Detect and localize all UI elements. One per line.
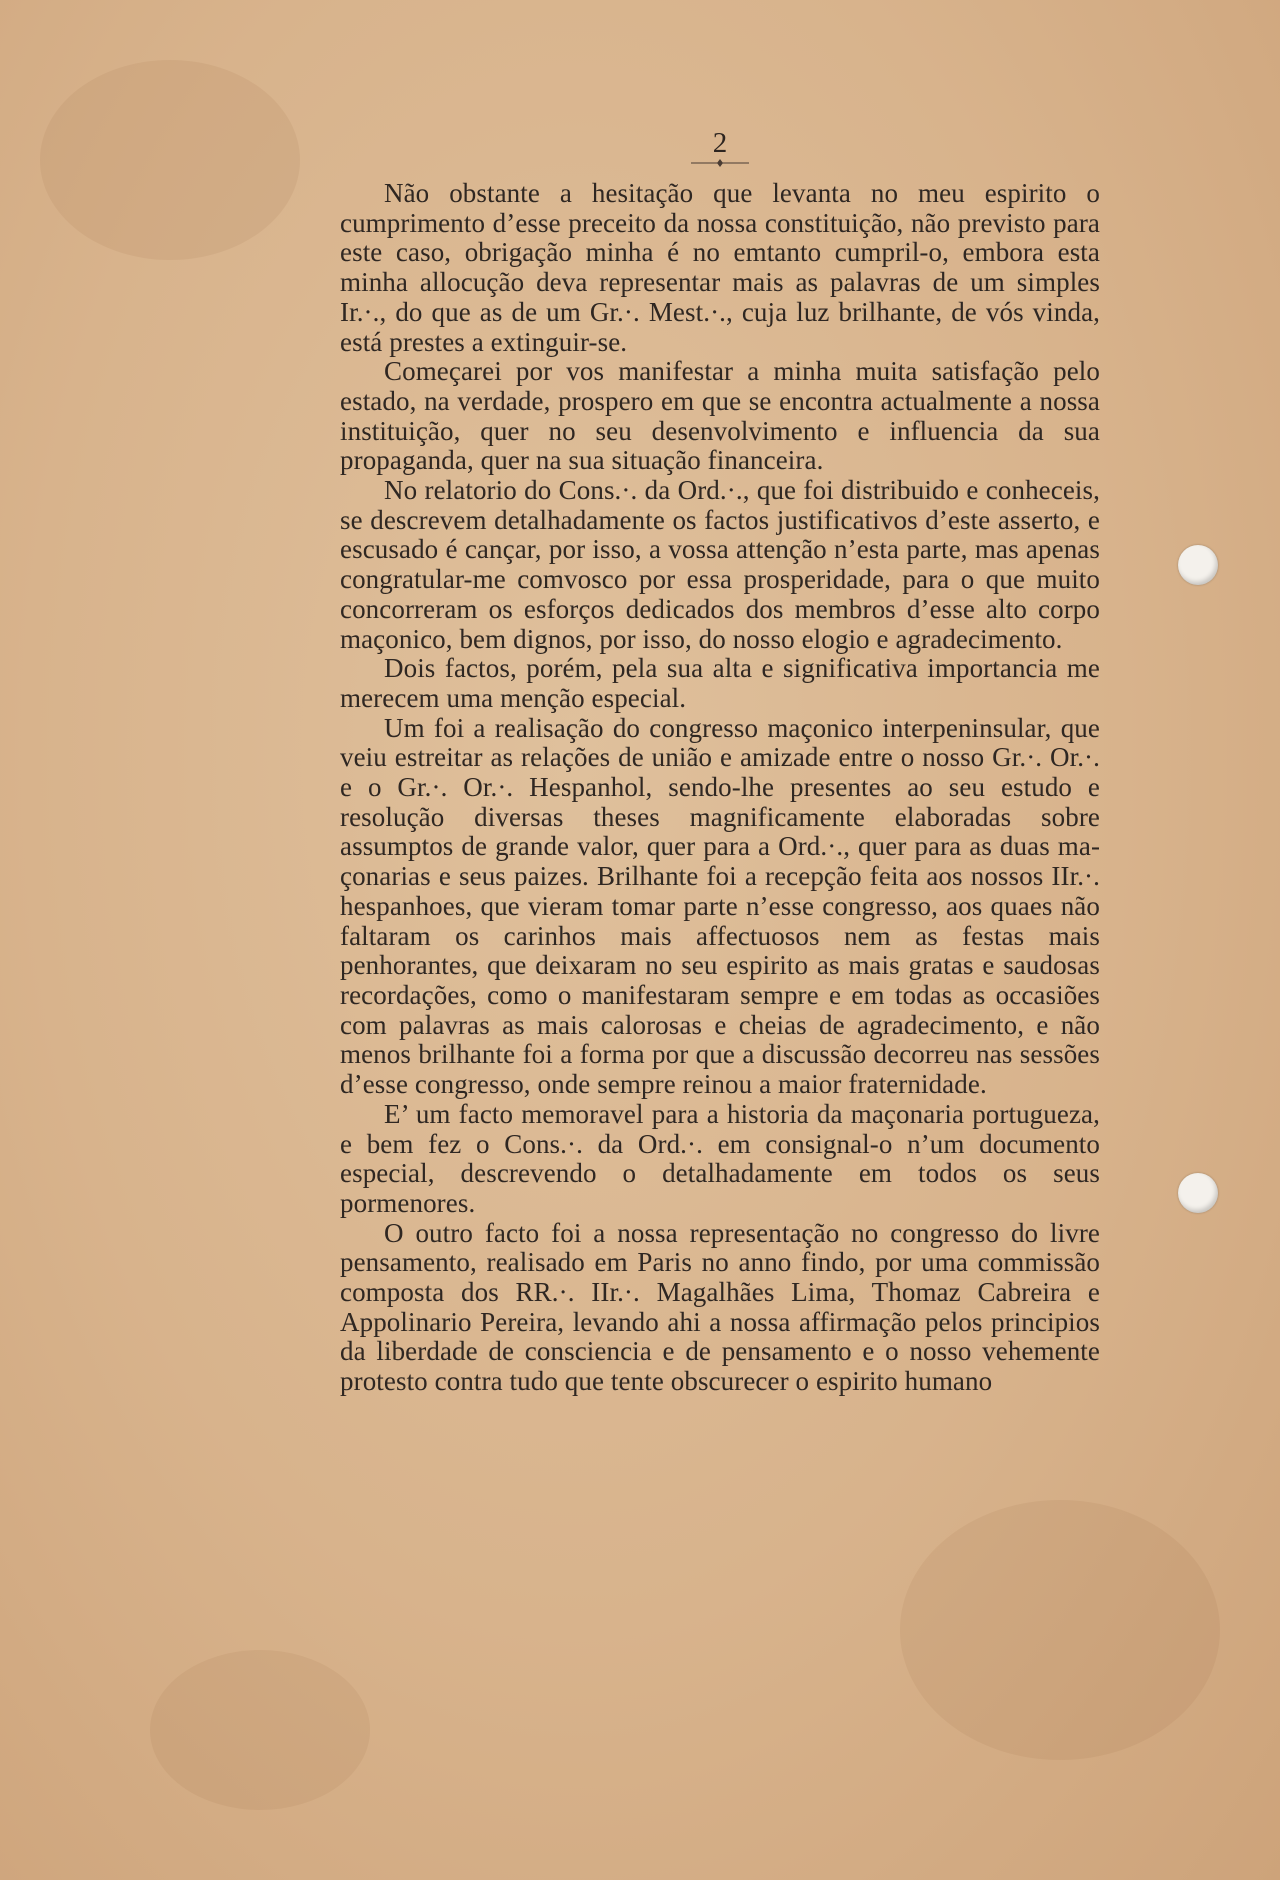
body-text <box>340 179 1100 1397</box>
paragraph: No relatorio do Cons.·. da Ord.·., que foi distribuido e conheceis, se descrevem detalhadamente os factos justificativos d’este asserto, e escusado é cançar, por isso, a vossa attenção n’esta parte, mas apenas congratular-me comvosco por essa prosperidade, para o que muito concorreram os esforços dedicados dos membros d’esse alto corpo maçonico, bem dignos, por isso, do nosso elogio e agradecimento. <box>340 475 1100 654</box>
punch-hole-lower <box>1178 1173 1218 1213</box>
paragraph: Começarei por vos manifestar a minha muita satisfação pelo estado, na verdade, prospero em que se encontra actualmente a nossa instituição, quer no seu desenvolvimento e influencia da sua propaganda, quer na sua situação financeira. <box>340 356 1100 476</box>
punch-hole-upper <box>1178 545 1218 585</box>
paragraph: Um foi a realisação do congresso maçonico interpeninsular, que veiu estreitar as relações de união e amizade entre o nosso Gr.·. Or.·. e o Gr.·. Or.·. Hespanhol, sendo-lhe presentes ao seu estudo e resolução diversas theses magnificamente elaboradas sobre assumptos de grande valor, quer para a Ord.·., quer para as duas maçonarias e seus paizes. Brilhante foi a recepção feita aos nossos IIr.·. hespanhoes, que vieram tomar parte n’esse congresso, aos quaes não faltaram os carinhos mais affectuosos nem as festas mais penhorantes, que deixaram no seu espirito as mais gratas e saudosas recordações, como o manifestaram sempre e em todas as occasiões com palavras as mais calorosas e cheias de agradecimento, e não menos brilhante foi a forma por que a discussão decorreu nas sessões d’esse congresso, onde sempre reinou a maior fraternidade. <box>340 712 1100 1100</box>
page-number: 2 <box>712 127 728 159</box>
page-header <box>680 128 760 168</box>
paragraph: E’ um facto memoravel para a historia da maçonaria portugueza, e bem fez o Cons.·. da Ord.·. em consignal-o n’um documento especial, descrevendo o detalhadamente em todos os seus pormenores. <box>340 1098 1100 1218</box>
paper-stain <box>40 60 300 260</box>
paper-stain <box>900 1500 1220 1760</box>
paragraph: O outro facto foi a nossa representação no congresso do livre pensamento, realisado em Paris no anno findo, por uma commissão composta dos RR.·. IIr.·. Magalhães Lima, Thomaz Cabreira e Appolinario Pereira, levando ahi a nossa affirmação pelos principios da liberdade de consciencia e de pensamento e o nosso vehemente protesto contra tudo que tente obscurecer o espirito humano <box>340 1217 1100 1397</box>
paragraph: Não obstante a hesitação que levanta no meu espirito o cumprimento d’esse preceito da nossa constituição, não previsto para este caso, obrigação minha é no emtanto cumpril-o, embora esta minha allocução deva representar mais as palavras de um simples Ir.·., do que as de um Gr.·. Mest.·., cuja luz brilhante, de vós vinda, está prestes a extinguir-se. <box>340 178 1100 357</box>
paper-stain <box>150 1650 370 1810</box>
rule-ornament <box>691 158 749 168</box>
paragraph: Dois factos, porém, pela sua alta e significativa importancia me merecem uma menção especial. <box>340 653 1100 713</box>
